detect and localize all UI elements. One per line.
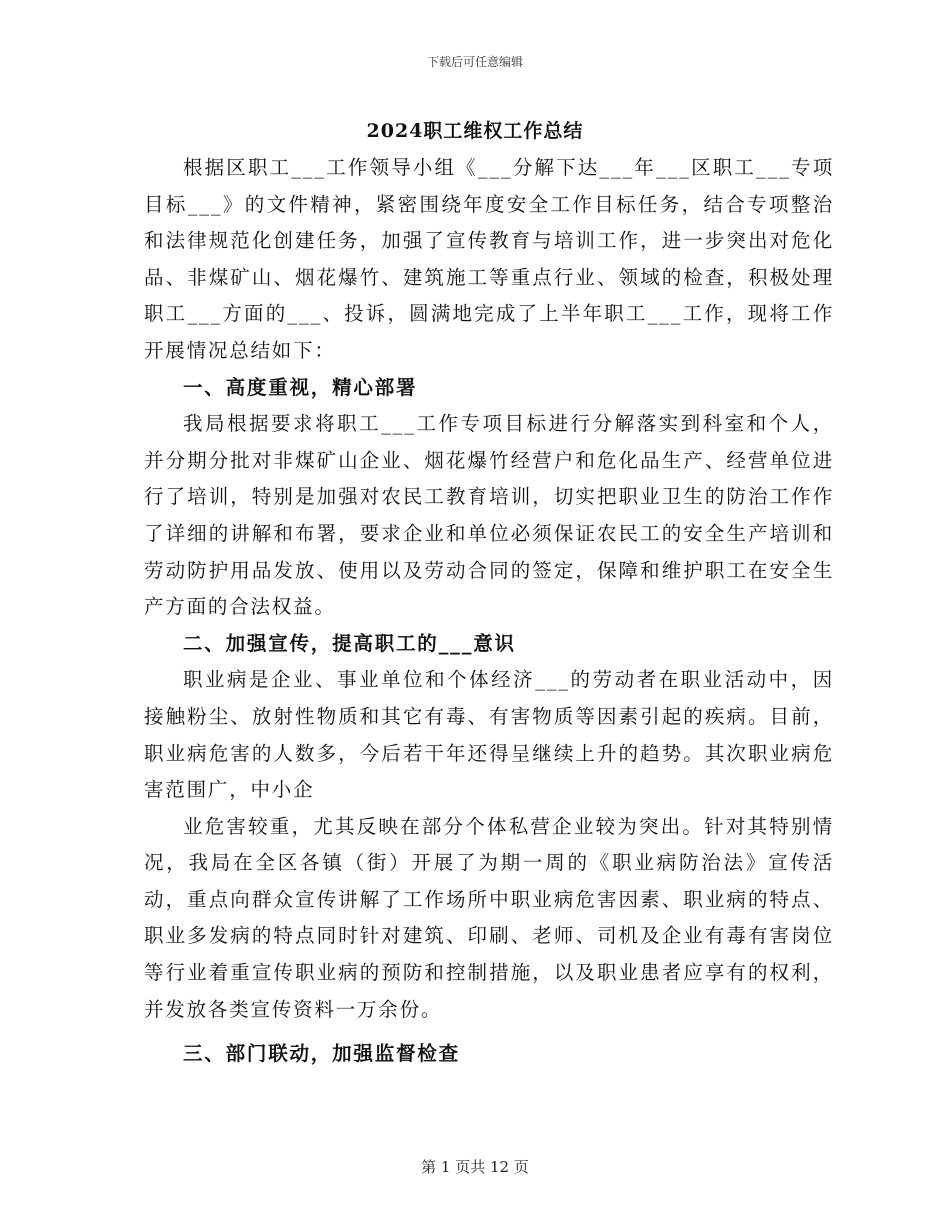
intro-paragraph: 根据区职工___工作领导小组《___分解下达___年___区职工___专项目标___》的文件精神，紧密围绕年度安全工作目标任务，结合专项整治和法律规范化创建任务，加强了宣传教育与培训工作，进一步突出对危化品、非煤矿山、烟花爆竹、建筑施工等重点行业、领域的检查，积极处理职工___方面的___、投诉，圆满地完成了上半年职工___工作，现将工作开展情况总结如下： [144, 156, 834, 362]
section-2-paragraph-2: 业危害较重，尤其反映在部分个体私营企业较为突出。针对其特别情况，我局在全区各镇（街）开展了为期一周的《职业病防治法》宣传活动，重点向群众宣传讲解了工作场所中职业病危害因素、职业病的特点、职业多发病的特点同时针对建筑、印刷、老师、司机及企业有毒有害岗位等行业着重宣传职业病的预防和控制措施，以及职业患者应享有的权利，并发放各类宣传资料一万余份。 [144, 814, 834, 1021]
header-note: 下载后可任意编辑 [426, 55, 523, 69]
section-heading-1: 一、高度重视，精心部署 [183, 375, 418, 399]
section-heading-2: 二、加强宣传，提高职工的___意识 [183, 631, 516, 655]
section-1-paragraph: 我局根据要求将职工___工作专项目标进行分解落实到科室和个人，并分期分批对非煤矿山企业、烟花爆竹经营户和危化品生产、经营单位进行了培训，特别是加强对农民工教育培训，切实把职业卫生的防治工作作了详细的讲解和布署，要求企业和单位必须保证农民工的安全生产培训和劳动防护用品发放、使用以及劳动合同的签定，保障和维护职工在安全生产方面的合法权益。 [144, 412, 834, 619]
document-body [144, 150, 834, 1073]
page-number-footer: 第 1 页共 12 页 [421, 1158, 529, 1176]
section-2-paragraph-1: 职业病是企业、事业单位和个体经济___的劳动者在职业活动中，因接触粉尘、放射性物质和其它有毒、有害物质等因素引起的疾病。目前，职业病危害的人数多，今后若干年还得呈继续上升的趋势。其次职业病危害范围广，中小企 [144, 668, 834, 802]
section-heading-3: 三、部门联动，加强监督检查 [183, 1042, 460, 1066]
document-title: 2024职工维权工作总结 [366, 120, 584, 142]
